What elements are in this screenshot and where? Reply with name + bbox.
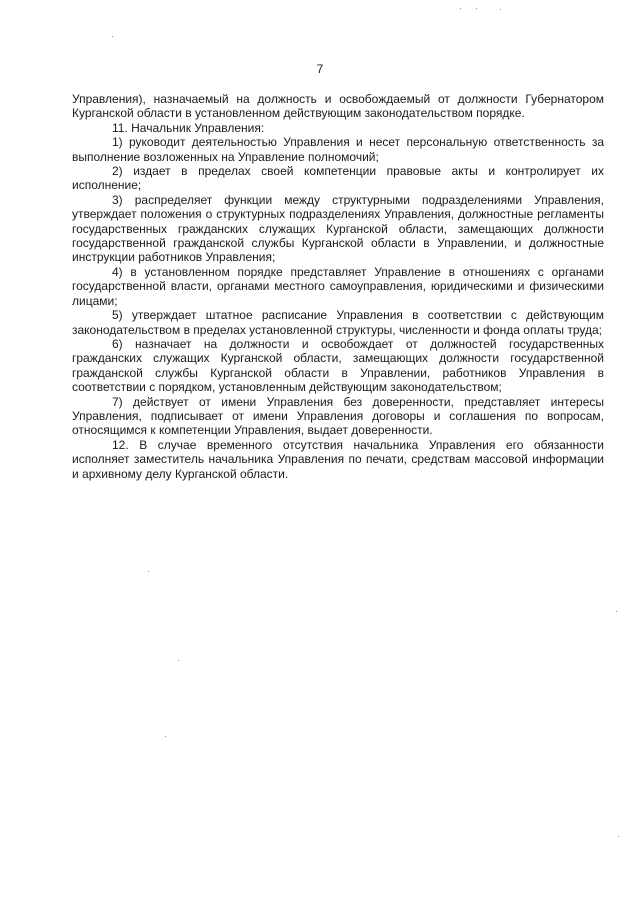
paragraph-subitem-2: 2) издает в пределах своей компетенции правовые акты и контролирует их исполнение;	[72, 164, 604, 193]
paragraph-continuation: Управления), назначаемый на должность и освобождаемый от должности Губернатором Курганской области в установленном действующим законодательством порядке.	[72, 92, 604, 121]
scan-speck	[112, 36, 113, 37]
document-body	[72, 92, 604, 481]
paragraph-subitem-1: 1) руководит деятельностью Управления и несет персональную ответственность за выполнение возложенных на Управление полномочий;	[72, 135, 604, 164]
scan-speck	[500, 9, 501, 10]
scan-speck	[618, 836, 619, 837]
scan-speck	[616, 611, 617, 612]
paragraph-subitem-7: 7) действует от имени Управления без доверенности, представляет интересы Управления, подписывает от имени Управления договоры и соглашения по вопросам, относящимся к компетенции Управления, выдает доверенности.	[72, 394, 604, 438]
page-number: 7	[316, 62, 324, 76]
paragraph-subitem-3: 3) распределяет функции между структурными подразделениями Управления, утверждает положения о структурных подразделениях Управления, должностные регламенты государственных гражданских служащих Курганской области, замещающих должности государственной гражданской службы Курганской области в Управлении, и должностные инструкции работников Управления;	[72, 192, 604, 265]
scan-speck	[165, 736, 166, 737]
paragraph-subitem-4: 4) в установленном порядке представляет Управление в отношениях с органами государственной власти, органами местного самоуправления, юридическими и физическими лицами;	[72, 264, 604, 308]
paragraph-subitem-6: 6) назначает на должности и освобождает от должностей государственных гражданских служащих Курганской области, замещающих должности государственной гражданской службы Курганской области в Управлении, работников Управления в соответствии с порядком, установленным действующим законодательством;	[72, 336, 604, 395]
scan-speck	[148, 571, 149, 572]
paragraph-item-11: 11. Начальник Управления:	[112, 120, 265, 135]
scan-speck	[476, 8, 477, 9]
paragraph-subitem-5: 5) утверждает штатное расписание Управления в соответствии с действующим законодательством в пределах установленной структуры, численности и фонда оплаты труда;	[72, 308, 604, 337]
scan-speck	[178, 660, 179, 661]
scan-speck	[460, 8, 461, 9]
paragraph-item-12: 12. В случае временного отсутствия начальника Управления его обязанности исполняет заместитель начальника Управления по печати, средствам массовой информации и архивному делу Курганской области.	[72, 437, 604, 481]
